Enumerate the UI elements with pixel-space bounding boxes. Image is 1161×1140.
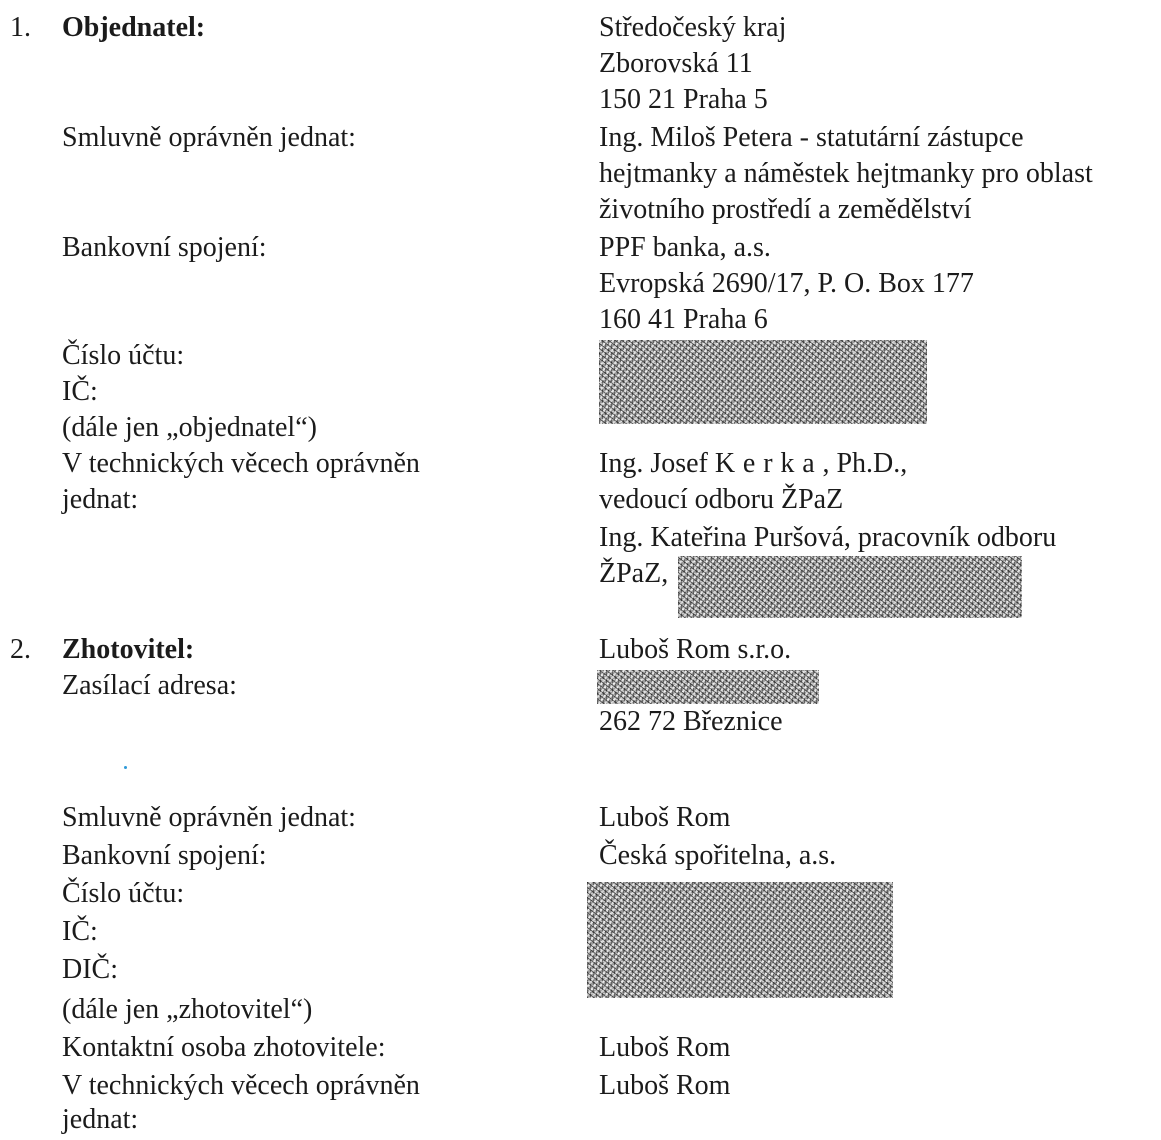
client-authorized-line-3: životního prostředí a zemědělství <box>599 194 972 225</box>
client-technical-person-1-role: vedoucí odboru ŽPaZ <box>599 484 844 515</box>
redacted-mailing-street <box>597 670 819 704</box>
redacted-contractor-account-ids <box>587 882 893 998</box>
contractor-authorized-value: Luboš Rom <box>599 802 731 833</box>
contractor-technical-label-2: jednat: <box>62 1104 139 1135</box>
section-2-number: 2. <box>10 634 31 665</box>
contractor-technical-value: Luboš Rom <box>599 1070 731 1101</box>
client-alias: (dále jen „objednatel“) <box>62 412 317 443</box>
contractor-mailing-city: 262 72 Březnice <box>599 706 783 737</box>
client-technical-label-2: jednat: <box>62 484 139 515</box>
client-technical-label-1: V technických věcech oprávněn <box>62 448 420 479</box>
client-street: Zborovská 11 <box>599 48 753 79</box>
client-city: 150 21 Praha 5 <box>599 84 768 115</box>
contractor-bank-value: Česká spořitelna, a.s. <box>599 840 837 871</box>
section-1-number: 1. <box>10 12 31 43</box>
client-technical-person-2-line-1: Ing. Kateřina Puršová, pracovník odboru <box>599 522 1057 553</box>
contractor-technical-label-1: V technických věcech oprávněn <box>62 1070 420 1101</box>
section-1-heading: Objednatel: <box>62 12 206 43</box>
client-bank-name: PPF banka, a.s. <box>599 232 771 263</box>
contractor-contact-value: Luboš Rom <box>599 1032 731 1063</box>
contractor-account-label: Číslo účtu: <box>62 878 185 909</box>
contractor-alias: (dále jen „zhotovitel“) <box>62 994 313 1025</box>
contractor-name: Luboš Rom s.r.o. <box>599 634 792 665</box>
contractor-contact-label: Kontaktní osoba zhotovitele: <box>62 1032 386 1063</box>
client-bank-label: Bankovní spojení: <box>62 232 267 263</box>
contractor-bank-label: Bankovní spojení: <box>62 840 267 871</box>
contractor-authorized-label: Smluvně oprávněn jednat: <box>62 802 356 833</box>
technical-person-1-suffix: , Ph.D., <box>822 448 908 479</box>
section-2-heading: Zhotovitel: <box>62 634 195 665</box>
client-name: Středočeský kraj <box>599 12 787 43</box>
client-bank-city: 160 41 Praha 6 <box>599 304 768 335</box>
technical-person-1-surname: Kerka <box>714 448 823 479</box>
client-authorized-line-1: Ing. Miloš Petera - statutární zástupce <box>599 122 1024 153</box>
client-bank-street: Evropská 2690/17, P. O. Box 177 <box>599 268 974 299</box>
redacted-client-account-ic <box>599 340 927 424</box>
client-account-label: Číslo účtu: <box>62 340 185 371</box>
client-ic-label: IČ: <box>62 376 98 407</box>
redacted-technical-contact <box>678 556 1022 618</box>
client-technical-person-1 <box>599 446 907 482</box>
contractor-mailing-label: Zasílací adresa: <box>62 670 237 701</box>
contractor-dic-label: DIČ: <box>62 954 118 985</box>
client-authorized-line-2: hejtmanky a náměstek hejtmanky pro oblast <box>599 158 1093 189</box>
client-technical-person-2-line-2: ŽPaZ, <box>599 558 669 589</box>
contractor-ic-label: IČ: <box>62 916 98 947</box>
client-authorized-label: Smluvně oprávněn jednat: <box>62 122 356 153</box>
scan-speck <box>124 766 127 769</box>
technical-person-1-prefix: Ing. Josef <box>599 448 715 479</box>
